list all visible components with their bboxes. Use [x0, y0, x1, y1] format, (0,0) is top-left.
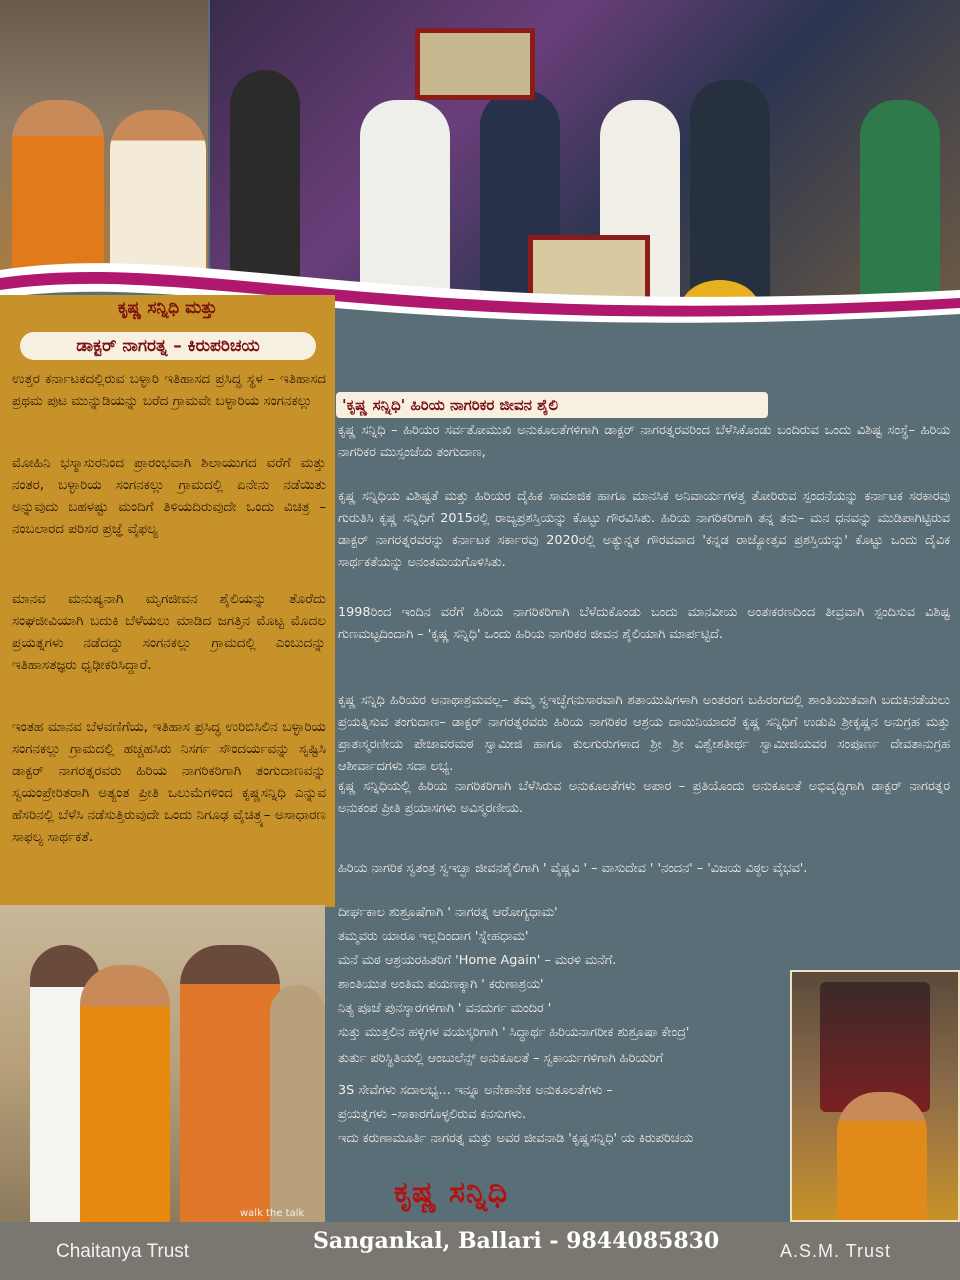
left-paragraph: ಮಾನವ ಮನುಷ್ಯನಾಗಿ ಮೃಗಜೀವನ ಶೈಲಿಯನ್ನು ತೊರೆದು ಸಂಘಜೀವಿಯಾಗಿ ಬದುಕಿ ಬೆಳೆಯಲು ಮಾಡಿದ ಜಗತ್ತಿನ ಮೊಟ್ಟ ಮೊದಲ ಪ್ರಯತ್ನಗಳು ನಡೆದದ್ದು ಸಂಗನಕಲ್ಲು ಗ್ರಾಮದಲ್ಲಿ ಎಂಬುದನ್ನು ಇತಿಹಾಸತಜ್ಞರು ಧೃಢೀಕರಿಸಿದ್ದಾರೆ.	[12, 591, 326, 673]
brand-title: ಕೃಷ್ಣ ಸನ್ನಿಧಿ	[394, 1175, 509, 1210]
facility-item: ಶಾಂತಿಯುತ ಅಂತಿಮ ಪಯಣಕ್ಕಾಗಿ ' ಕರುಣಾಶ್ರಯ'	[338, 977, 544, 992]
facility-item: ನಿತ್ಯ ಪೂಜೆ ಪುನಸ್ಕಾರಗಳಿಗಾಗಿ ' ವನದುರ್ಗ ಮಂದಿರ '	[338, 1001, 552, 1016]
facility-item: ಇದು ಕರುಣಾಮೂರ್ತಿ ನಾಗರತ್ನ ಮತ್ತು ಅವರ ಜೀವನಾಡಿ 'ಕೃಷ್ಣಸನ್ನಿಧಿ' ಯ ಕಿರುಪರಿಚಯ	[338, 1131, 694, 1146]
facility-item: ತಮ್ಮವರು ಯಾರೂ ಇಲ್ಲದಿಂದಾಗ 'ಸ್ನೇಹಧಾಮ'	[338, 929, 529, 944]
footer-right-trust: A.S.M. Trust	[780, 1241, 892, 1261]
facility-item: ತುರ್ತು ಪರಿಸ್ಥಿತಿಯಲ್ಲಿ ಆಂಬುಲೆನ್ಸ್ ಅನುಕೂಲತೆ – ಸ್ವಕಾರ್ಯಗಳಿಗಾಗಿ ಹಿರಿಯರಿಗೆ	[338, 1051, 664, 1066]
facility-item: ಮನೆ ಮಠ ಆಶ್ರಯರಹಿತರಿಗೆ 'Home Again' – ಮರಳಿ ಮನೆಗೆ.	[338, 953, 617, 968]
right-title: 'ಕೃಷ್ಣ ಸನ್ನಿಧಿ' ಹಿರಿಯ ನಾಗರಿಕರ ಜೀವನ ಶೈಲಿ	[336, 392, 768, 418]
photo-caption: walk the talk	[240, 1208, 305, 1219]
left-paragraph: ಮೋಹಿನಿ ಭಸ್ಮಾಸುರನಿಂದ ಪ್ರಾರಂಭವಾಗಿ ಶಿಲಾಯುಗದ ವರೆಗೆ ಮತ್ತು ನಂತರ, ಬಳ್ಳಾರಿಯ ಸಂಗನಕಲ್ಲು ಗ್ರಾಮದಲ್ಲಿ ಏನೇನು ನಡೆಯಿತು ಅನ್ನುವುದು ಬಹಳಷ್ಟು ಮಂದಿಗೆ ತಿಳಿಯದಿರುವುದೇ ಒಂದು ವಿಚಿತ್ರ – ನಂಬಲಾರದ ಪರಿಸರ ಪ್ರಜ್ಞೆ ವೈಫಲ್ಯ	[12, 455, 326, 537]
left-paragraph: ಇಂತಹ ಮಾನವ ಬೆಳವಣಿಗೆಯ, ಇತಿಹಾಸ ಪ್ರಸಿದ್ಧ ಉರಿಬಿಸಿಲಿನ ಬಳ್ಳಾರಿಯ ಸಂಗನಕಲ್ಲು ಗ್ರಾಮದಲ್ಲಿ ಹಚ್ಚಹಸಿರು ನಿಸರ್ಗ ಸೌಂದರ್ಯವನ್ನು ಸೃಷ್ಟಿಸಿ ಡಾಕ್ಟರ್ ನಾಗರತ್ನರವರು ಹಿರಿಯ ನಾಗರಿಕರಿಗಾಗಿ ತಂಗುದಾಣವನ್ನು ಸ್ವಯಂಪ್ರೇರಿತರಾಗಿ ಅತ್ಯಂತ ಪ್ರೀತಿ ಒಲುಮೆಗಳಿಂದ ಕೃಷ್ಣಸನ್ನಿಧಿ ಎನ್ನುವ ಹೆಸರಿನಲ್ಲಿ ಬೆಳೆಸಿ ನಡೆಸುತ್ತಿರುವುದೇ ಒಂದು ನಿಗೂಢ ವೈಚಿತ್ರ್ಯ– ಅಸಾಧಾರಣ ಸಾಫಲ್ಯ ಸಾರ್ಥಕತೆ.	[12, 719, 326, 845]
right-paragraph: ಹಿರಿಯ ನಾಗರಿಕ ಸ್ವತಂತ್ರ ಸ್ವಇಚ್ಛಾ ಜೀವನಶೈಲಿಗಾಗಿ ' ವೈಷ್ಣವಿ ' – ವಾಸುದೇವ ' 'ನಂದನ' – 'ವಿಜಯ ವಿಠ್ಠಲ ವೈಭವ'.	[338, 861, 808, 876]
right-paragraph: ಕೃಷ್ಣ ಸನ್ನಿಧಿ – ಹಿರಿಯರ ಸರ್ವತೋಮುಖಿ ಅನುಕೂಲತೆಗಳಿಗಾಗಿ ಡಾಕ್ಟರ್ ನಾಗರತ್ನರವರಿಂದ ಬೆಳೆಸಿಕೊಂಡು ಬಂದಿರುವ ಒಂದು ವಿಶಿಷ್ಟ ಸಂಸ್ಥೆ– ಹಿರಿಯ ನಾಗರಿಕರ ಮುಸ್ಸಂಜೆಯ ತಂಗುದಾಣ,	[338, 423, 950, 460]
footer-left-trust: Chaitanya Trust	[56, 1241, 190, 1262]
photo-lady-namaste	[790, 970, 960, 1222]
left-title-line1: ಕೃಷ್ಣ ಸನ್ನಿಧಿ ಮತ್ತು	[117, 298, 218, 318]
right-paragraph: ಕೃಷ್ಣ ಸನ್ನಿಧಿಯಲ್ಲಿ ಹಿರಿಯ ನಾಗರಿಕರಿಗಾಗಿ ಬೆಳೆಸಿರುವ ಅನುಕೂಲತೆಗಳು ಅಪಾರ – ಪ್ರತಿಯೊಂದು ಅನುಕೂಲತೆ ಅಭಿವೃದ್ಧಿಗಾಗಿ ಡಾಕ್ಟರ್ ನಾಗರತ್ನರ ಅನುಕಂಪ ಪ್ರೀತಿ ಪ್ರಯಾಸಗಳು ಅವಿಸ್ಮರಣೀಯ.	[338, 779, 950, 816]
facility-item: ಸುತ್ತು ಮುತ್ತಲಿನ ಹಳ್ಳಿಗಳ ವಯಸ್ಕರಿಗಾಗಿ ' ಸಿದ್ಧಾರ್ಥ ಹಿರಿಯನಾಗರೀಕ ಶುಶ್ರೂಷಾ ಕೇಂದ್ರ'	[338, 1025, 690, 1040]
left-title-line2: ಡಾಕ್ಟರ್ ನಾಗರತ್ನ – ಕಿರುಪರಿಚಯ	[20, 332, 316, 360]
photo-walk-the-talk	[0, 905, 325, 1223]
facility-item: ಪ್ರಯತ್ನಗಳು –ಸಾಕಾರಗೊಳ್ಳಲಿರುವ ಕನಸುಗಳು.	[338, 1107, 527, 1122]
facility-item: ದೀರ್ಘಕಾಲ ಶುಶ್ರೂಷೆಗಾಗಿ ' ನಾಗರತ್ನ ಆರೋಗ್ಯಧಾಮ'	[338, 905, 558, 920]
right-paragraph: ಕೃಷ್ಣ ಸನ್ನಿಧಿ ಹಿರಿಯರ ಅನಾಥಾಶ್ರಮವಲ್ಲ– ತಮ್ಮ ಸ್ವಇಚ್ಛೆಗನುಸಾರವಾಗಿ ಶತಾಯುಷಿಗಳಾಗಿ ಅಂತರಂಗ ಬಹಿರಂಗದಲ್ಲಿ ಶಾಂತಿಯುತವಾಗಿ ಬದುಕಿನಡೆಯಲು ಪ್ರಯತ್ನಿಸುವ ತಂಗುದಾಣ– ಡಾಕ್ಟರ್ ನಾಗರತ್ನರವರು ಹಿರಿಯ ನಾಗರಿಕರ ಆಶ್ರಯ ದಾಯಿನಿಯಾದರೆ ಕೃಷ್ಣ ಸನ್ನಿಧಿಗೆ ಉಡುಪಿ ಶ್ರೀಕೃಷ್ಣನ ಅನುಗ್ರಹ ಮತ್ತು ಪ್ರಾತಃಸ್ಮರಣೀಯ ಪೇಜಾವರಮಠ ಸ್ವಾಮೀಜಿ ಹಾಗೂ ಕುಲಗುರುಗಳಾದ ಶ್ರೀ ಶ್ರೀ ವಿಶ್ವೇಶತೀರ್ಥ ಸ್ವಾಮೀಜಿಯವರ ಸಂಪೂರ್ಣ ದೇವತಾನುಗ್ರಹ ಆಶೀರ್ವಾದಗಳು ಸದಾ ಲಭ್ಯ.	[338, 693, 950, 774]
footer-contact: Sangankal, Ballari - 9844085830	[313, 1228, 720, 1254]
lady-figure	[837, 1092, 927, 1222]
right-paragraph: ಕೃಷ್ಣ ಸನ್ನಿಧಿಯ ವಿಶಿಷ್ಟತೆ ಮತ್ತು ಹಿರಿಯರ ದೈಹಿಕ ಸಾಮಾಜಿಕ ಹಾಗೂ ಮಾನಸಿಕ ಅನಿವಾರ್ಯಗಳತ್ತ ತೋರಿರುವ ಸ್ಪಂದನೆಯನ್ನು ಕರ್ನಾಟಕ ಸರಕಾರವು ಗುರುತಿಸಿ ಕೃಷ್ಣ ಸನ್ನಿಧಿಗೆ 2015ರಲ್ಲಿ ರಾಜ್ಯಪ್ರಶಸ್ತಿಯನ್ನು ಕೊಟ್ಟು ಗೌರವಿಸಿತು. ಹಿರಿಯ ನಾಗರಿಕರಿಗಾಗಿ ತನ್ನ ತನು– ಮನ ಧನವನ್ನು ಮುಡಿಪಾಗಿಟ್ಟಿರುವ ಡಾಕ್ಟರ್ ನಾಗರತ್ನರವರನ್ನು ಕರ್ನಾಟಕ ಸರ್ಕಾರವು 2020ರಲ್ಲಿ ಅತ್ಯುನ್ನತ ಗೌರವವಾದ 'ಕನ್ನಡ ರಾಜ್ಯೋತ್ಸವ ಪ್ರಶಸ್ತಿಯನ್ನು' ಕೊಟ್ಟು ಒಂದು ದೈವಿಕ ಸಾರ್ಥಕತೆಯನ್ನು ಅನಂತಮಯಗೊಳಿಸಿತು.	[338, 489, 950, 570]
right-paragraph: 1998ರಿಂದ ಇಂದಿನ ವರೆಗೆ ಹಿರಿಯ ನಾಗರಿಕರಿಗಾಗಿ ಬೆಳೆದುಕೊಂಡು ಬಂದು ಮಾನವೀಯ ಅಂತಃಕರಣದಿಂದ ತೀವ್ರವಾಗಿ ಸ್ಪಂದಿಸುವ ವಿಶಿಷ್ಟ ಗುಣಮಟ್ಟದಿಂದಾಗಿ – 'ಕೃಷ್ಣ ಸನ್ನಿಧಿ' ಒಂದು ಹಿರಿಯ ನಾಗರಿಕರ ಜೀವನ ಶೈಲಿಯಾಗಿ ಮಾರ್ಪಟ್ಟಿದೆ.	[338, 605, 950, 642]
left-paragraph: ಉತ್ತರ ಕರ್ನಾಟಕದಲ್ಲಿರುವ ಬಳ್ಳಾರಿ ಇತಿಹಾಸದ ಪ್ರಸಿದ್ಧ ಸ್ಥಳ – ಇತಿಹಾಸದ ಪ್ರಥಮ ಪುಟ ಮುನ್ನುಡಿಯನ್ನು ಬರೆದ ಗ್ರಾಮವೇ ಬಳ್ಳಾರಿಯ ಸಂಗನಕಲ್ಲು	[12, 371, 326, 409]
award-frame-background	[415, 28, 535, 100]
facility-item: 3S ಸೇವೆಗಳು ಸದಾಲಭ್ಯ... ಇನ್ನೂ ಅನೇಕಾನೇಕ ಅನುಕೂಲತೆಗಳು –	[338, 1083, 613, 1098]
